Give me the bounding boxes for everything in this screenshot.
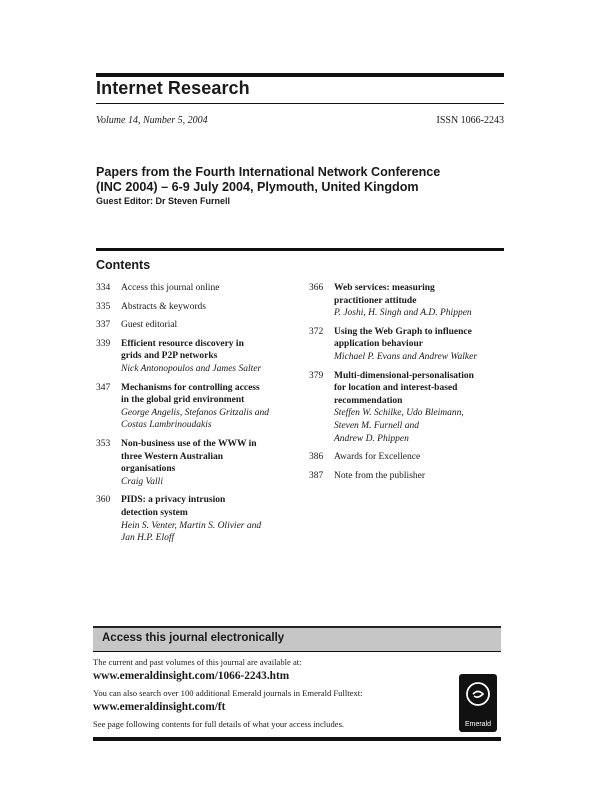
page-number: 339 [96,338,111,349]
page-number: 387 [309,470,324,481]
article-title: in the global grid environment [121,395,245,406]
contents-entry[interactable] [309,470,509,483]
article-title: grids and P2P networks [121,351,218,362]
entry-body [121,494,296,544]
entry-body [334,370,509,446]
article-authors: Jan H.P. Eloff [121,533,175,544]
contents-entry[interactable] [96,319,296,332]
entry-body [334,470,509,483]
access-banner [93,626,501,651]
article-title: Access this journal online [121,283,220,293]
entry-body [121,319,296,332]
article-title: Web services: measuring [334,283,435,293]
contents-entry[interactable] [96,301,296,314]
article-authors: Hein S. Venter, Martin S. Olivier and [121,520,262,531]
article-authors: Steven M. Furnell and [334,420,419,431]
contents-entry[interactable] [309,451,509,464]
article-title: detection system [121,507,188,518]
article-authors: Costas Lambrinoudakis [121,420,212,431]
page-number: 372 [309,326,324,337]
journal-title: Internet Research [96,78,250,98]
article-authors: P. Joshi, H. Singh and A.D. Phippen [334,308,472,319]
entry-body [121,338,296,376]
contents-entry[interactable] [309,282,509,320]
article-title: for location and interest-based [334,383,458,394]
entry-body [121,438,296,488]
contents-entry[interactable] [96,282,296,295]
contents-entry[interactable] [96,382,296,432]
article-title: Using the Web Graph to influence [334,326,472,337]
entry-body [334,451,509,464]
article-title: Multi-dimensional-personalisation [334,370,474,381]
fulltext-url-link[interactable]: www.emeraldinsight.com/ft [93,701,226,713]
page-number: 386 [309,452,324,463]
article-title: Awards for Excellence [334,452,421,463]
emerald-wordmark: Emerald [464,721,492,728]
access-rule [93,651,501,652]
access-text: See page following contents for full details of what your access includes. [93,719,345,729]
entry-body [334,326,509,364]
article-title: Non-business use of the WWW in [121,438,257,449]
article-title: practitioner attitude [334,295,417,306]
article-authors: Steffen W. Schilke, Udo Bleimann, [334,408,464,419]
access-heading: Access this journal electronically [102,632,285,644]
contents-column-left [96,282,296,551]
entry-body [121,301,296,314]
article-authors: Andrew D. Phippen [334,433,409,444]
article-title: Guest editorial [121,320,178,331]
article-title: recommendation [334,395,403,406]
contents-heading: Contents [96,258,151,272]
contents-column-right [309,282,509,488]
article-title: Mechanisms for controlling access [121,382,260,393]
entry-body [121,282,296,295]
page-number: 353 [96,438,111,449]
article-title: three Western Australian [121,451,224,462]
page-number: 347 [96,382,111,393]
title-rule [96,103,504,104]
entry-body [334,282,509,320]
article-authors: George Angelis, Stefanos Gritzalis and [121,407,270,418]
page-number: 379 [309,370,324,381]
emerald-logo-mark [464,679,492,713]
conference-title [96,165,506,195]
emerald-logo-icon [459,674,497,732]
volume-info: Volume 14, Number 5, 2004 [96,115,208,126]
access-text: The current and past volumes of this journal are available at: [93,657,302,667]
access-text: You can also search over 100 additional Emerald journals in Emerald Fulltext: [93,688,363,698]
conference-title-line: (INC 2004) – 6-9 July 2004, Plymouth, United Kingdom [96,180,419,194]
article-title: organisations [121,464,176,475]
page-number: 334 [96,283,111,293]
article-authors: Michael P. Evans and Andrew Walker [334,351,478,362]
page-number: 360 [96,495,111,506]
article-title: application behaviour [334,339,423,350]
article-title: Efficient resource discovery in [121,338,244,349]
contents-entry[interactable] [96,338,296,376]
journal-url-link[interactable]: www.emeraldinsight.com/1066-2243.htm [93,670,290,682]
contents-entry[interactable] [96,494,296,544]
page-number: 366 [309,283,324,293]
top-rule [96,73,504,77]
article-title: Note from the publisher [334,470,426,481]
page-number: 337 [96,320,111,331]
article-title: Abstracts & keywords [121,301,206,312]
contents-entry[interactable] [309,370,509,446]
bottom-rule [93,737,501,741]
guest-editor: Guest Editor: Dr Steven Furnell [96,196,231,206]
article-authors: Nick Antonopoulos and James Salter [121,363,262,374]
entry-body [121,382,296,432]
contents-entry[interactable] [309,326,509,364]
page-number: 335 [96,301,111,312]
article-title: PIDS: a privacy intrusion [121,495,226,506]
issn: ISSN 1066-2243 [436,115,504,126]
contents-rule [96,248,504,251]
conference-title-line: Papers from the Fourth International Network Conference [96,165,441,179]
article-authors: Craig Valli [121,476,163,487]
contents-entry[interactable] [96,438,296,488]
